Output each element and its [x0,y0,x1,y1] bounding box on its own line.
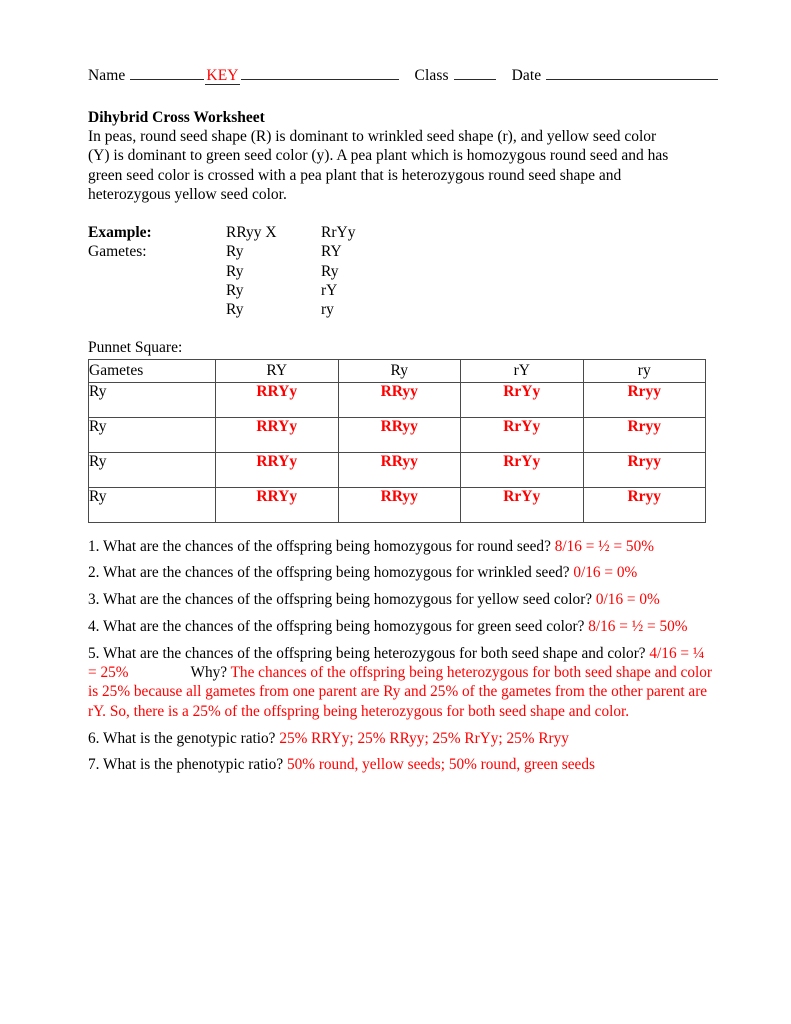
parent2-gamete-4: ry [321,301,334,319]
punnet-cell-r4c3: RrYy [461,487,584,522]
punnet-col-header-2: Ry [338,359,461,382]
question-item-6 [88,729,713,748]
gametes-row-1 [88,242,708,261]
name-blank-right [241,66,399,80]
punnet-cell-r4c4: Rryy [583,487,706,522]
punnet-cell-r3c3: RrYy [461,452,584,487]
page-title: Dihybrid Cross Worksheet [88,109,265,126]
table-row [89,417,706,452]
punnet-cell-r1c2: RRyy [338,382,461,417]
punnet-row-header-3: Ry [89,452,216,487]
question-7-prompt: 7. What is the phenotypic ratio? [88,756,287,774]
question-item-7 [88,755,713,774]
question-2-answer: 0/16 = 0% [573,564,638,582]
date-blank [546,66,718,80]
question-7-answer: 50% round, yellow seeds; 50% round, green seeds [286,756,595,774]
parent1-gamete-1: Ry [226,243,244,261]
class-label: Class [414,67,449,84]
question-4-prompt: 4. What are the chances of the offspring being homozygous for green seed color? [88,618,589,636]
gametes-row-2 [88,262,708,281]
punnet-row-header-4: Ry [89,487,216,522]
example-block [88,223,708,319]
question-1-answer: 8/16 = ½ = 50% [554,537,654,555]
question-1-prompt: 1. What are the chances of the offspring being homozygous for round seed? [88,537,555,555]
gametes-label: Gametes: [88,243,147,261]
punnet-cell-r3c4: Rryy [583,452,706,487]
parent2-gamete-2: Ry [321,262,339,280]
header-fields-line [88,66,708,86]
class-blank [454,66,496,80]
question-4-answer: 8/16 = ½ = 50% [588,618,688,636]
punnet-cell-r2c1: RRYy [216,417,339,452]
example-label: Example: [88,224,152,242]
question-item-4 [88,617,713,636]
name-blank-left [130,66,204,80]
intro-paragraph: In peas, round seed shape (R) is dominant to wrinkled seed shape (r), and yellow seed color (Y) is dominant to green seed color (y). A pea plant which is homozygous round seed and has green seed color is crossed with a pea plant that is heterozygous round seed shape and heterozygous yellow seed color. [88,128,669,203]
punnet-cell-r1c3: RrYy [461,382,584,417]
parent1-gamete-4: Ry [226,301,244,319]
question-item-3 [88,590,713,609]
question-5-prompt: 5. What are the chances of the offspring being heterozygous for both seed shape and color? [88,644,650,662]
question-item-2 [88,563,713,582]
punnet-cell-r2c2: RRyy [338,417,461,452]
gametes-spacer-2 [88,262,226,281]
parent2-genotype: RrYy [321,224,356,242]
punnet-square-table [88,359,706,523]
question-5-why-answer: The chances of the offspring being heterozygous for both seed shape and color is 25% because all gametes from one parent are Ry and 25% of the gametes from the other parent are rY. So, there is a 25% of the offspring being heterozygous for both seed shape and color. [88,664,712,720]
parent1-gamete-2: Ry [226,262,244,280]
date-label: Date [511,67,542,84]
punnet-col-header-1: RY [216,359,339,382]
example-cross-row [88,223,708,242]
punnet-corner-header: Gametes [89,359,216,382]
name-value-key: KEY [206,67,239,84]
table-row [89,382,706,417]
question-6-prompt: 6. What is the genotypic ratio? [88,729,280,747]
punnet-cell-r3c1: RRYy [216,452,339,487]
question-3-prompt: 3. What are the chances of the offspring being homozygous for yellow seed color? [88,591,596,609]
punnet-cell-r1c1: RRYy [216,382,339,417]
gametes-row-4 [88,300,708,319]
question-5-answer: 4/16 = ¼ = 25% [88,644,705,682]
question-3-answer: 0/16 = 0% [595,591,660,609]
gametes-row-3 [88,281,708,300]
table-row [89,487,706,522]
parent2-gamete-1: RY [321,243,342,261]
document-content [88,66,712,782]
gametes-spacer-3 [88,281,226,300]
questions-list [88,537,712,775]
question-6-answer: 25% RRYy; 25% RRyy; 25% RrYy; 25% Rryy [279,729,569,747]
parent1-gamete-3: Ry [226,282,244,300]
punnet-square-label: Punnet Square: [88,338,183,356]
question-2-prompt: 2. What are the chances of the offspring being homozygous for wrinkled seed? [88,564,574,582]
gametes-spacer-4 [88,300,226,319]
name-label: Name [88,67,126,84]
punnet-cell-r1c4: Rryy [583,382,706,417]
punnet-col-header-3: rY [461,359,584,382]
table-header-row [89,359,706,382]
punnet-cell-r4c1: RRYy [216,487,339,522]
punnet-cell-r2c4: Rryy [583,417,706,452]
punnet-row-header-2: Ry [89,417,216,452]
parent1-genotype: RRyy X [226,224,277,242]
punnet-cell-r4c2: RRyy [338,487,461,522]
question-item-5 [88,644,713,721]
punnet-cell-r2c3: RrYy [461,417,584,452]
parent2-gamete-3: rY [321,282,338,300]
punnet-row-header-1: Ry [89,382,216,417]
table-row [89,452,706,487]
punnet-col-header-4: ry [583,359,706,382]
punnet-cell-r3c2: RRyy [338,452,461,487]
question-item-1 [88,537,713,556]
question-5-why-label: Why? [190,664,231,682]
